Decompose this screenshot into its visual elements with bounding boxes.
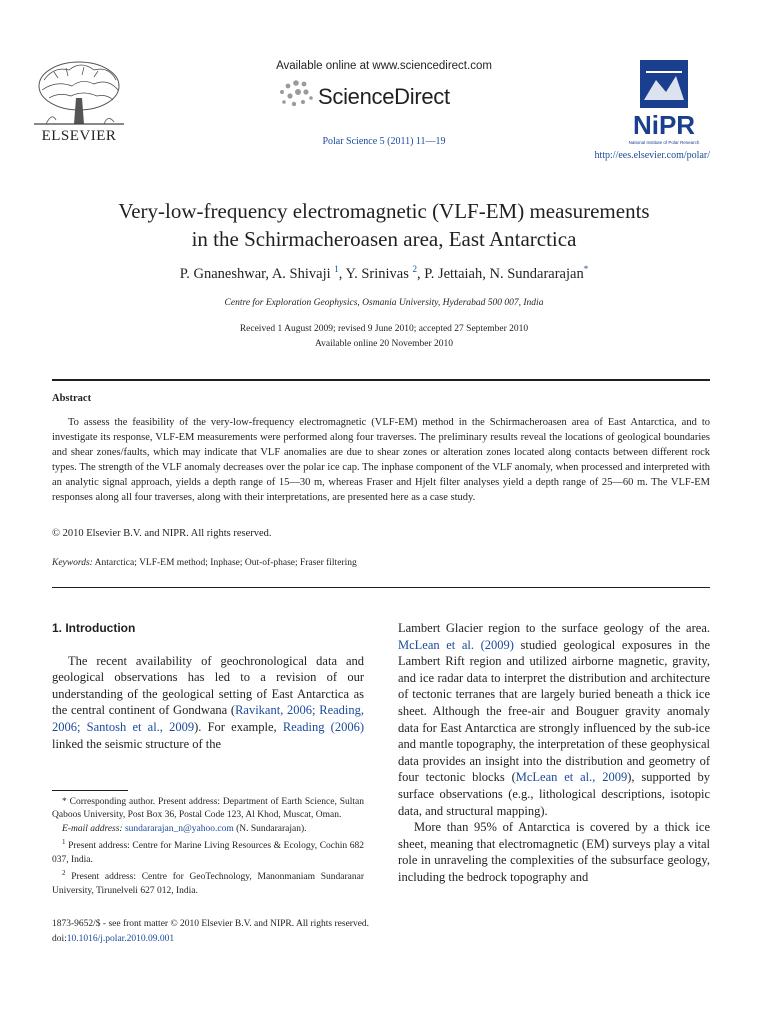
author-names: , P. Jettaiah, N. Sundararajan — [416, 265, 584, 282]
email-label: E-mail address: — [62, 823, 123, 834]
author-list — [60, 264, 708, 283]
doi-link[interactable]: 10.1016/j.polar.2010.09.001 — [66, 934, 175, 944]
elsevier-wordmark: ELSEVIER — [41, 128, 117, 144]
paragraph: Lambert Glacier region to the surface geology of the area. McLean et al. (2009) studied geological exposures in the Lambert Rift region and utilized airborne magnetic, gravity, and ice radar data to interpret the distribution and architecture of tectonic terranes that are largely buried beneath a thick ice sheet. Although the free-air and Bouguer gravity anomaly data for East Antarctica are strongly influenced by the sub-ice and mantle topography, the interpretation of these geophysical data provides an insight into the distribution and geometry of four tectonic blocks (McLean et al., 2009), supported by surface observations (e.g., lithological descriptions, isotopic data, and structural mapping). — [398, 621, 710, 818]
online-date: Available online 20 November 2010 — [314, 339, 454, 349]
keywords-label: Keywords: — [52, 558, 93, 568]
abstract-copyright: © 2010 Elsevier B.V. and NIPR. All rights reserved. — [52, 528, 272, 539]
footnotes — [52, 796, 364, 898]
left-column — [52, 620, 364, 752]
footnote-divider — [52, 790, 128, 791]
issn-line: 1873-9652/$ - see front matter © 2010 Elsevier B.V. and NIPR. All rights reserved. — [52, 919, 370, 929]
nipr-logo — [620, 58, 708, 148]
sciencedirect-dots-icon — [276, 78, 316, 112]
footnote-corresponding: * Corresponding author. Present address: Department of Earth Science, Sultan Qaboos University, Post Box 36, Postal Code 123, Al Khod, Muscat, Oman. — [52, 797, 364, 821]
received-dates: Received 1 August 2009; revised 9 June 2010; accepted 27 September 2010 — [239, 324, 529, 334]
author-footnote-mark[interactable]: 2 — [412, 264, 417, 274]
corresponding-author-mark[interactable]: * — [583, 264, 589, 274]
nipr-subtitle: National Institute of Polar Research — [628, 140, 700, 145]
article-title — [60, 197, 708, 253]
abstract-text: To assess the feasibility of the very-low-frequency electromagnetic (VLF-EM) method in the Schirmacheroasen area of East Antarctica, and to investigate its response, VLF-EM measurements were performed along four traverses. The preliminary results reveal the locations of geological boundaries and shear zones/faults, which may indicate that VLF anomalies are due to shear zones or alteration zones located along contacts between different rock types. The strength of the VLF anomaly decreases over the polar ice cap. The inphase component of the VLF anomaly, when processed and interpreted with an analytic signal approach, yields a depth range of 15—30 m, whereas Fraser and Hjelt filter analyses yield a depth range of 25—60 m. The VLF-EM responses along all four traverses, along with their interpretations, are presented here as a case study. — [52, 417, 710, 503]
footnote-2: $^2$ Present address: Centre for GeoTechnology, Manonmaniam Sundaranar University, Tirunelveli 627 012, India. — [52, 869, 364, 896]
citation-link[interactable]: McLean et al. (2009) — [398, 637, 514, 652]
abstract-heading: Abstract — [52, 393, 92, 404]
section-heading: 1. Introduction — [52, 621, 136, 635]
article-dates — [60, 322, 708, 352]
nipr-wordmark: NiPR — [632, 110, 696, 140]
citation-link[interactable]: McLean et al., 2009 — [515, 770, 628, 785]
keywords — [52, 558, 357, 568]
author-names: , Y. Srinivas — [338, 265, 413, 282]
journal-url-link[interactable]: http://ees.elsevier.com/polar/ — [594, 150, 710, 161]
doi-label: doi: — [52, 934, 67, 944]
paragraph: More than 95% of Antarctica is covered by a thick ice sheet, meaning that electromagnetic (EM) surveys play a vital role in unraveling the complexities of the subsurface geology, including the bedrock topography and — [398, 820, 710, 884]
author-names: P. Gnaneshwar, A. Shivaji — [179, 265, 335, 282]
citation-link[interactable]: Ravikant, 2006; Reading, 2006; Santosh et al., 2009 — [52, 703, 365, 734]
title-line-2: in the Schirmacheroasen area, East Antarctica — [191, 227, 577, 251]
citation-link[interactable]: Reading (2006) — [282, 719, 365, 734]
keywords-list: Antarctica; VLF-EM method; Inphase; Out-of-phase; Fraser filtering — [92, 558, 357, 568]
right-column — [398, 620, 710, 886]
title-line-1: Very-low-frequency electromagnetic (VLF-EM) measurements — [118, 199, 650, 223]
footnote-email: E-mail address: sundararajan_n@yahoo.com (N. Sundararajan). — [62, 823, 307, 834]
doi-line — [52, 934, 174, 944]
divider — [52, 379, 710, 381]
paragraph: The recent availability of geochronological data and geological observations has led to a revision of our understanding of the geological setting of East Antarctica as the central continent of Gondwana (Ravikant, 2006; Reading, 2006; Santosh et al., 2009). For example, Reading (2006) linked the seismic structure of the — [52, 653, 365, 751]
journal-reference[interactable]: Polar Science 5 (2011) 11—19 — [322, 136, 446, 147]
footnote-1: $^1$ Present address: Centre for Marine Living Resources & Ecology, Cochin 682 037, India. — [52, 838, 364, 865]
available-online-text: Available online at www.sciencedirect.com — [276, 60, 492, 72]
sciencedirect-wordmark: ScienceDirect — [318, 84, 450, 109]
email-link[interactable]: sundararajan_n@yahoo.com — [124, 823, 234, 834]
author-affiliation: Centre for Exploration Geophysics, Osmania University, Hyderabad 500 007, India — [224, 298, 544, 308]
divider — [52, 587, 710, 588]
author-footnote-mark[interactable]: 1 — [334, 264, 339, 274]
